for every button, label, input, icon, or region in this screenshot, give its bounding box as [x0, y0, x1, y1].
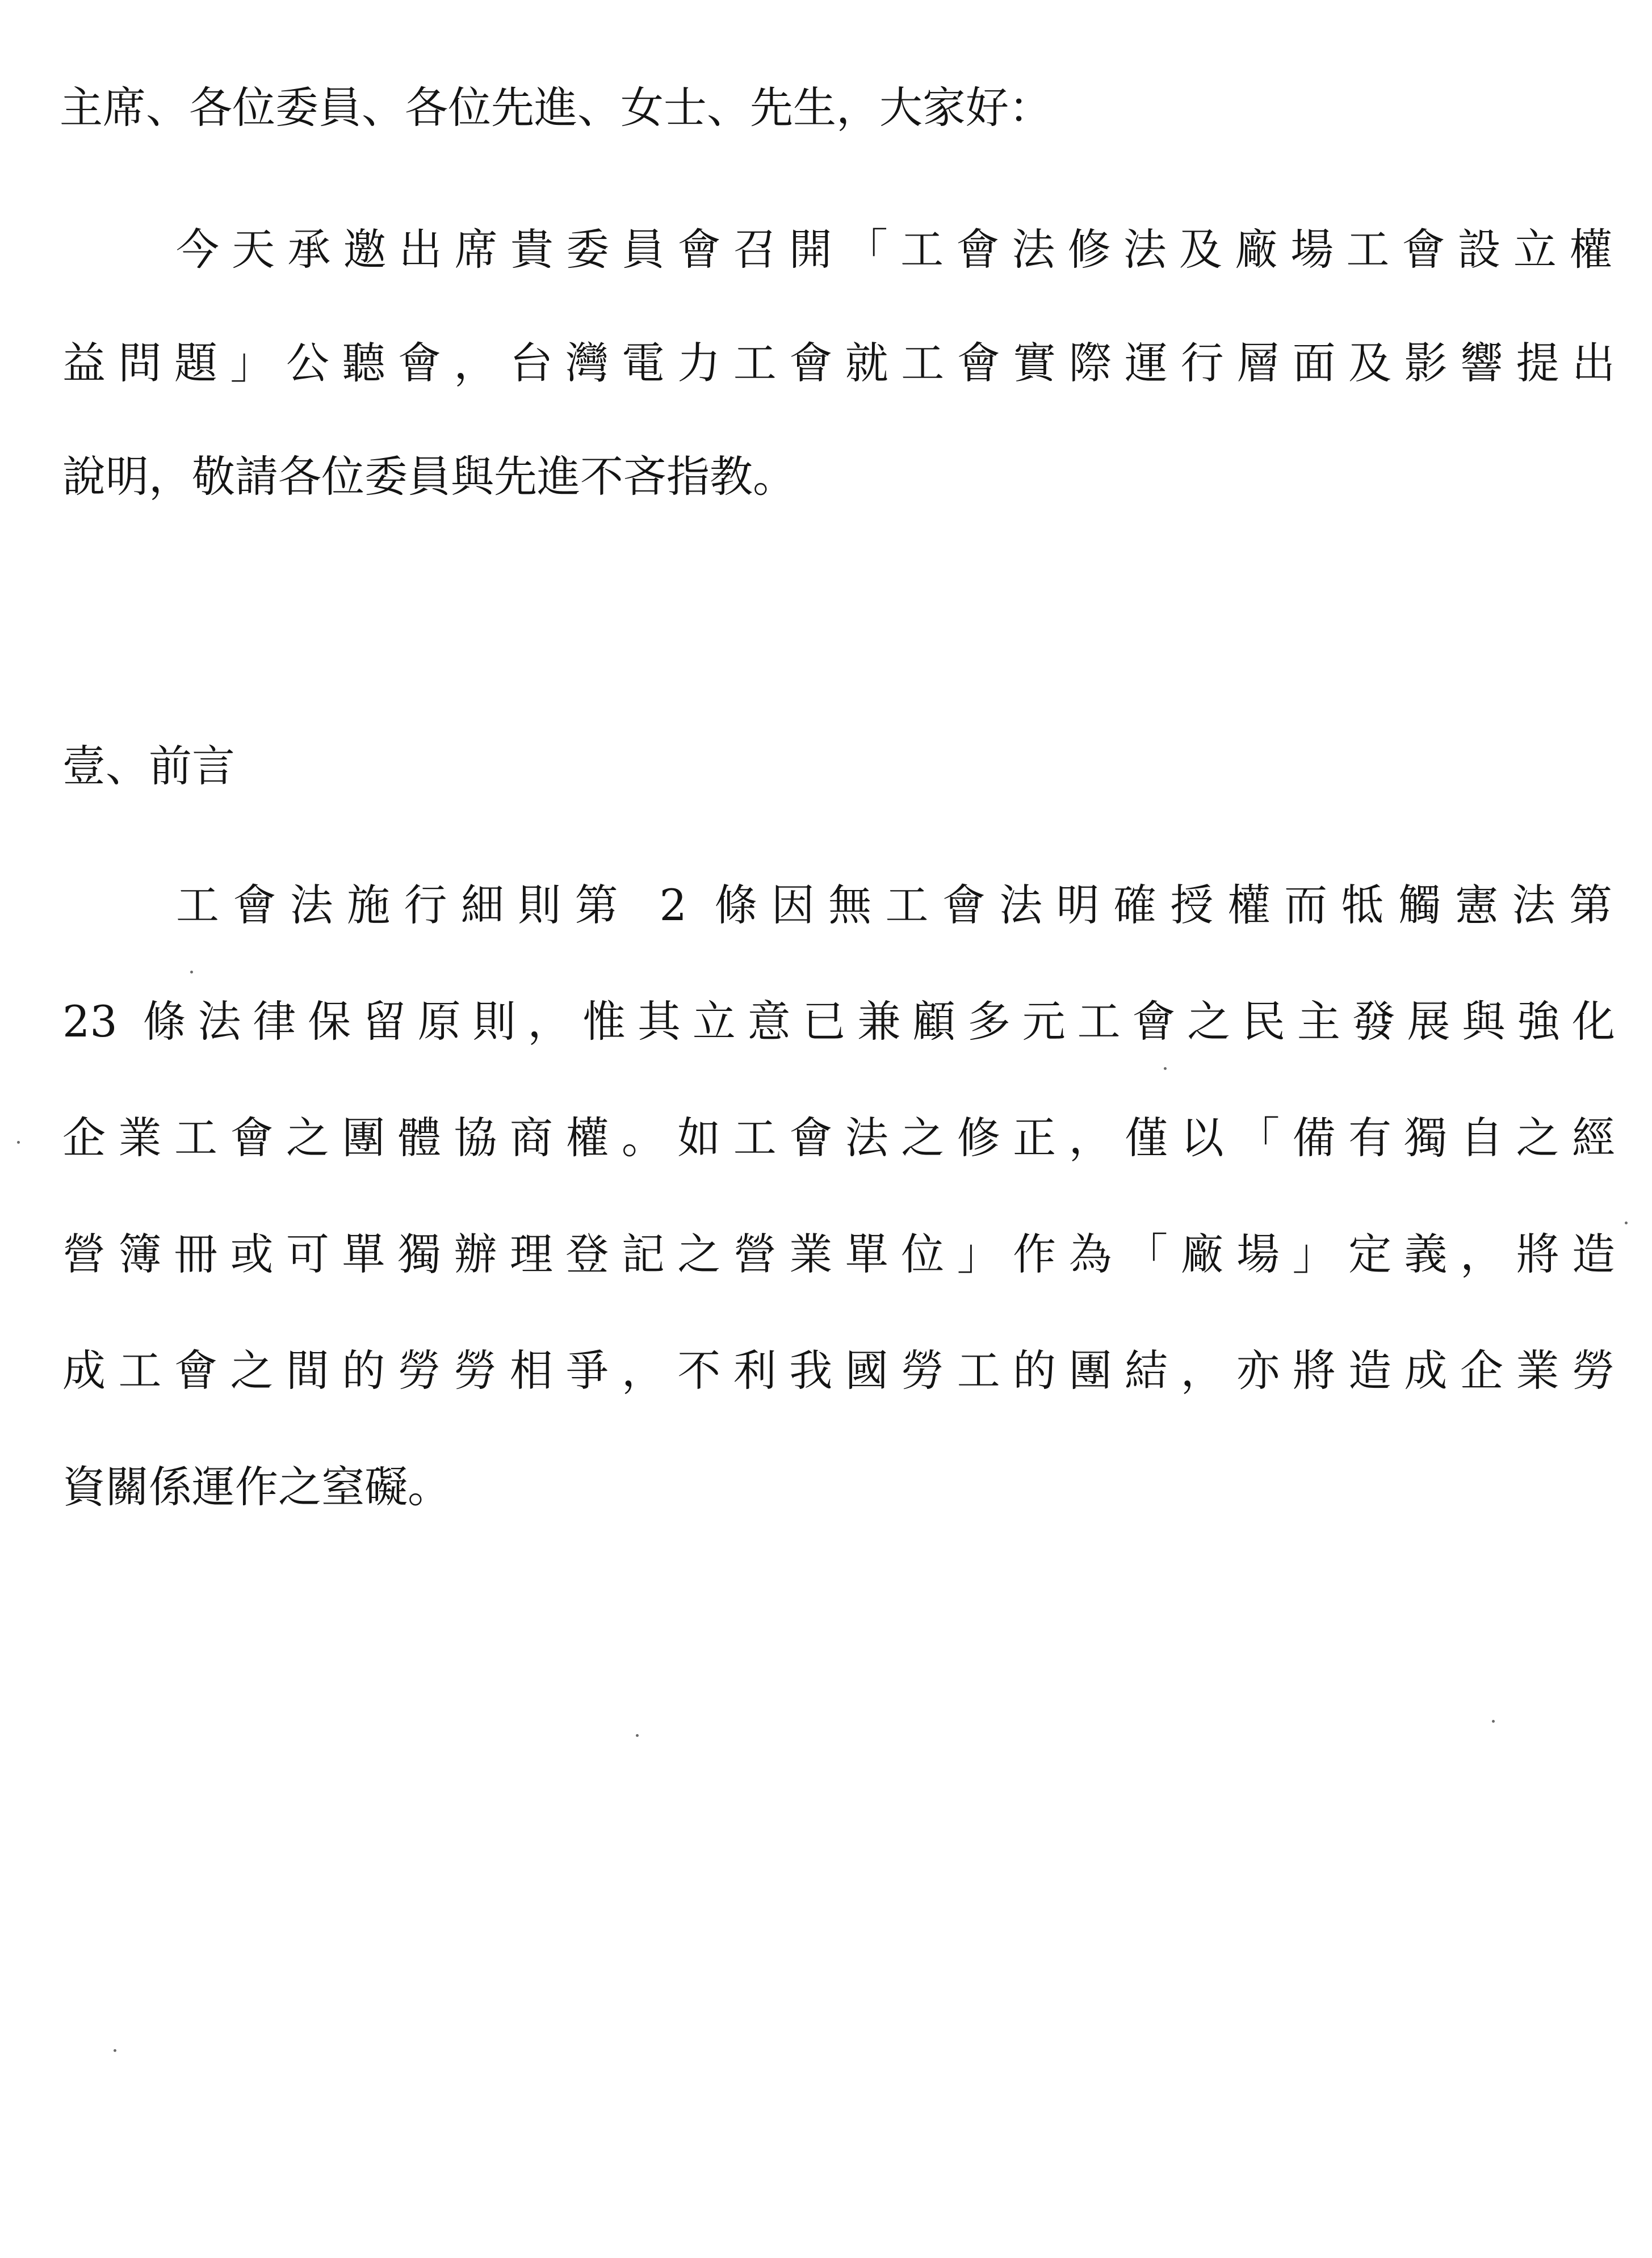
intro-line: 說明，敬請各位委員與先進不吝指教。 — [62, 451, 796, 502]
scan-speck — [114, 2049, 116, 2052]
scan-speck — [636, 1734, 639, 1737]
body-line: 23 條法律保留原則，惟其立意已兼顧多元工會之民主發展與強化 — [62, 996, 1615, 1047]
body-line: 工會法施行細則第 2 條因無工會法明確授權而牴觸憲法第 — [176, 880, 1612, 930]
body-line: 營簿冊或可單獨辦理登記之營業單位」作為「廠場」定義，將造 — [62, 1229, 1615, 1279]
intro-line: 今天承邀出席貴委員會召開「工會法修法及廠場工會設立權 — [176, 224, 1612, 275]
body-line: 企業工會之團體協商權。如工會法之修正，僅以「備有獨自之經 — [62, 1113, 1615, 1163]
intro-line: 益問題」公聽會，台灣電力工會就工會實際運行層面及影響提出 — [62, 338, 1615, 388]
scan-speck — [1164, 1067, 1167, 1070]
greeting-line: 主席、各位委員、各位先進、女士、先生，大家好： — [60, 82, 1052, 133]
body-line: 成工會之間的勞勞相爭，不利我國勞工的團結，亦將造成企業勞 — [62, 1345, 1615, 1396]
scan-speck — [1625, 1222, 1628, 1224]
scan-speck — [190, 971, 193, 973]
body-line: 資關係運作之窒礙。 — [62, 1462, 451, 1512]
section-heading: 壹、前言 — [62, 741, 235, 791]
scan-speck — [17, 1141, 20, 1144]
scan-speck — [1492, 1720, 1495, 1723]
